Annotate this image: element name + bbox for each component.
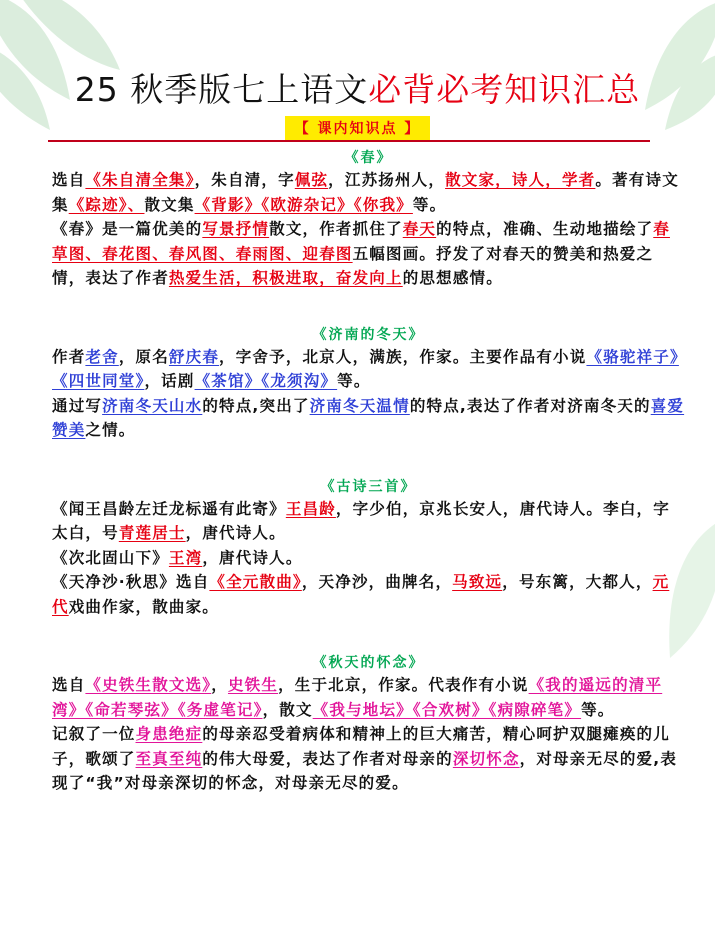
text: 的母亲忍受着病体和精神上的巨大痛苦，精心呵护双腿瘫痪的儿子，歌颂了 [52,725,670,768]
text: ，散文 [262,700,313,719]
highlight: 写景抒情 [202,220,270,238]
highlight: 元代 [52,573,670,616]
highlight: 《我的遥远的清平湾》《命若琴弦》《务虚笔记》 [52,676,663,719]
highlight: 《朱自清全集》 [85,171,195,189]
text: ，对母亲无尽的爱,表现了“我”对母亲深切的怀念，对母亲无尽的爱。 [52,749,678,792]
text: ，唐代诗人。 [202,548,303,567]
highlight: 《骆驼祥子》《四世同堂》 [52,347,679,390]
highlight: 喜爱赞美 [52,396,685,439]
text: ，号东篱，大都人， [502,573,653,591]
text: 散文，作者抓住了 [269,220,403,238]
text: 之情。 [85,421,136,439]
section-tag: 【 课内知识点 】 [285,116,431,140]
section-title: 《古诗三首》 [320,478,417,495]
text: 戏曲作家，散曲家。 [68,597,220,616]
highlight: 《背影》《欧游杂记》《你我》 [194,195,413,214]
paragraph [52,546,685,571]
highlight: 史铁生 [227,676,279,694]
highlight: 青莲居士 [118,524,186,542]
highlight: 佩弦 [294,171,329,189]
main-content [52,148,685,796]
text: ，唐代诗人。 [185,524,286,542]
text: ，江苏扬州人， [328,171,446,189]
text: 等。 [581,700,615,719]
text: ，朱自清，字 [194,171,295,189]
highlight: 春草图、春花图、春风图、春雨图、迎春图 [52,220,670,263]
text: 《春》是一篇优美的 [52,220,203,238]
paragraph [52,673,685,722]
section-title: 《济南的冬天》 [312,326,425,343]
paragraph [52,497,685,546]
highlight: 《史铁生散文选》 [85,676,212,694]
text: 选自 [52,171,86,189]
highlight: 老舍 [85,347,119,366]
paragraph [52,168,685,217]
text: ，字舍予，北京人，满族，作家。主要作品有小说 [219,347,587,366]
text: 五幅图画。抒发了对春天的赞美和热爱之情，表达了作者 [52,244,654,287]
text: ，话剧 [144,372,195,390]
text: ， [211,676,228,694]
text: 记叙了一位 [52,725,136,743]
text: ，字少伯，京兆长安人，唐代诗人。李白，字太白，号 [52,499,670,542]
text: 等。 [412,195,447,214]
highlight: 身患绝症 [135,725,203,743]
section-title: 《秋天的怀念》 [312,655,425,671]
text: 选自 [52,676,86,694]
highlight: 舒庆春 [168,347,220,366]
highlight: 马致远 [452,573,503,591]
text: 的特点，准确、生动地描绘了 [436,220,654,238]
highlight: 济南冬天山水 [102,396,203,415]
highlight: 热爱生活，积极进取，奋发向上 [168,269,403,287]
title-part-2: 必背必考知识汇总 [368,70,641,109]
paragraph [52,722,685,796]
text: 的伟大母爱，表达了作者对母亲的 [202,749,453,768]
text: 通过写 [52,396,103,415]
text: 《次北固山下》 [52,548,169,567]
text: ，原名 [118,347,169,366]
highlight: 至真至纯 [135,749,203,768]
text: ，天净沙，曲牌名， [301,573,453,591]
paragraph [52,394,685,443]
highlight: 《全元散曲》 [209,573,302,591]
paragraph [52,217,685,291]
text: 等。 [337,372,371,390]
page-title [0,64,715,111]
highlight: 散文家，诗人，学者 [445,171,596,189]
highlight: 《我与地坛》《合欢树》《病隙碎笔》 [312,700,582,719]
highlight: 王昌龄 [285,499,336,518]
text: 的特点,表达了作者对济南冬天的 [409,396,651,415]
text: 《闻王昌龄左迁龙标遥有此寄》 [52,499,286,518]
highlight: 春天 [402,220,437,238]
highlight: 济南冬天温情 [309,396,410,415]
divider [48,140,650,142]
text: 散文集 [144,195,195,214]
text: ，生于北京，作家。代表作有小说 [278,676,529,694]
paragraph [52,570,685,619]
highlight: 深切怀念 [452,749,520,768]
highlight: 王湾 [168,548,203,567]
paragraph [52,345,685,394]
text: 。著有诗文集 [52,171,679,214]
title-part-1: 25 秋季版七上语文 [74,70,369,109]
text: 的思想感情。 [402,269,503,287]
highlight: 《茶馆》《龙须沟》 [194,372,338,390]
text: 的特点,突出了 [202,396,310,415]
section-title: 《春》 [344,150,393,166]
text: 《天净沙·秋思》选自 [52,573,210,591]
text: 作者 [52,347,86,366]
highlight: 《踪迹》、 [68,195,145,214]
